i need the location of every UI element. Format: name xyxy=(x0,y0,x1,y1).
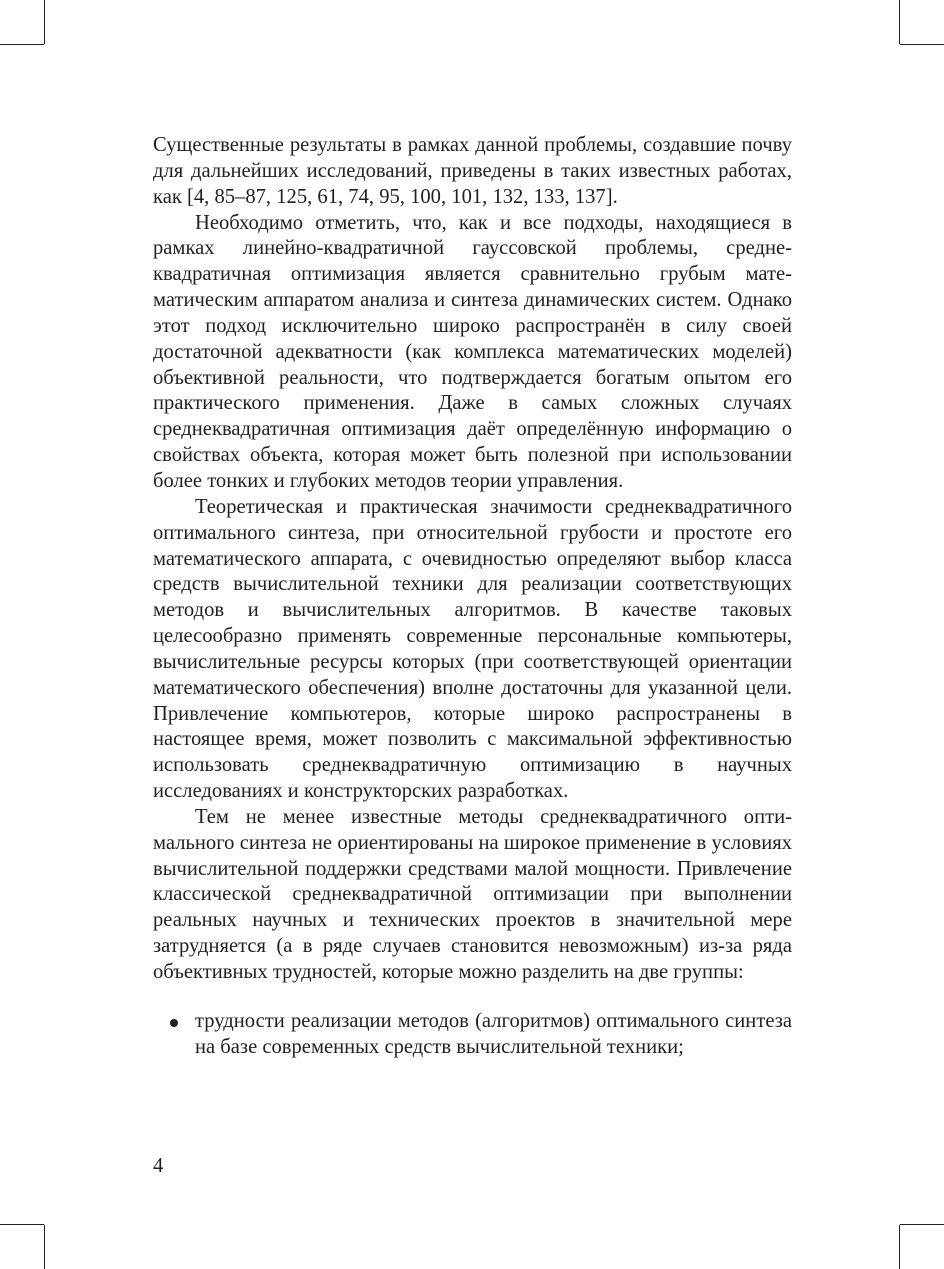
paragraph: Теоретическая и практическая значимости среднеквадратичного оптимального синтеза, при относительной грубости и простоте его математического аппарата, с очевидностью определяют выбор класса средств вычислительной техники для реализации соответствующих методов и вычислительных алгоритмов. В качестве таковых целесообразно применять современные персональные компьютеры, вычислительные ресурсы которых (при соответствующей ориентации математического обеспечения) вполне достаточны для указанной цели. Привлечение компьютеров, которые широко распространены в настоящее время, может позволить с максимальной эффективностью использовать среднеквадратичную оптимизацию в научных исследованиях и конструкторских разработках. xyxy=(153,495,792,803)
crop-mark-bottom-left-h xyxy=(0,1224,44,1225)
body-text xyxy=(153,133,792,1061)
list-item-text: трудности реализации методов (алгоритмов) оптимального синтеза на базе современных средств вычислительной техники; xyxy=(195,1009,792,1058)
paragraph: Тем не менее известные методы среднеквадратичного оптимального синтеза не ориентированы на широкое применение в условиях вычислительной поддержки средствами малой мощности. Привлечение классической среднеквадратичной оптимизации при выполнении реальных научных и технических проектов в значительной мере затрудняется (а в ряде случаев становится невозможным) из-за ряда объективных трудностей, которые можно разделить на две группы: xyxy=(153,805,792,983)
crop-mark-top-right-h xyxy=(900,44,944,45)
crop-mark-top-left-v xyxy=(44,0,45,44)
paragraph: Существенные результаты в рамках данной проблемы, создавшие почву для дальнейших исследований, приведены в таких известных работах, как [4, 85–87, 125, 61, 74, 95, 100, 101, 132, 133, 137]. xyxy=(153,134,792,208)
paragraph: Необходимо отметить, что, как и все подходы, находящиеся в рамках линейно-квадратичной гауссовской проблемы, среднеквадратичная оптимизация является сравнительно грубым математическим аппаратом анализа и синтеза динамических систем. Однако этот подход исключительно широко распространён в силу своей достаточной адекватности (как комплекса математических моделей) объективной реальности, что подтверждается богатым опытом его практического применения. Даже в самых сложных случаях среднеквадратичная оптимизация даёт определённую информацию о свойствах объекта, которая может быть полезной при использовании более тонких и глубоких методов теории управления. xyxy=(153,211,792,492)
bullet-list xyxy=(153,1009,792,1061)
crop-mark-top-left-h xyxy=(0,44,44,45)
crop-mark-top-right-v xyxy=(899,0,900,44)
page-number: 4 xyxy=(153,1155,164,1177)
bullet-icon xyxy=(170,1019,178,1027)
crop-mark-bottom-right-v xyxy=(899,1225,900,1269)
crop-mark-bottom-right-h xyxy=(900,1224,944,1225)
crop-mark-bottom-left-v xyxy=(44,1225,45,1269)
list-item xyxy=(153,1009,792,1061)
